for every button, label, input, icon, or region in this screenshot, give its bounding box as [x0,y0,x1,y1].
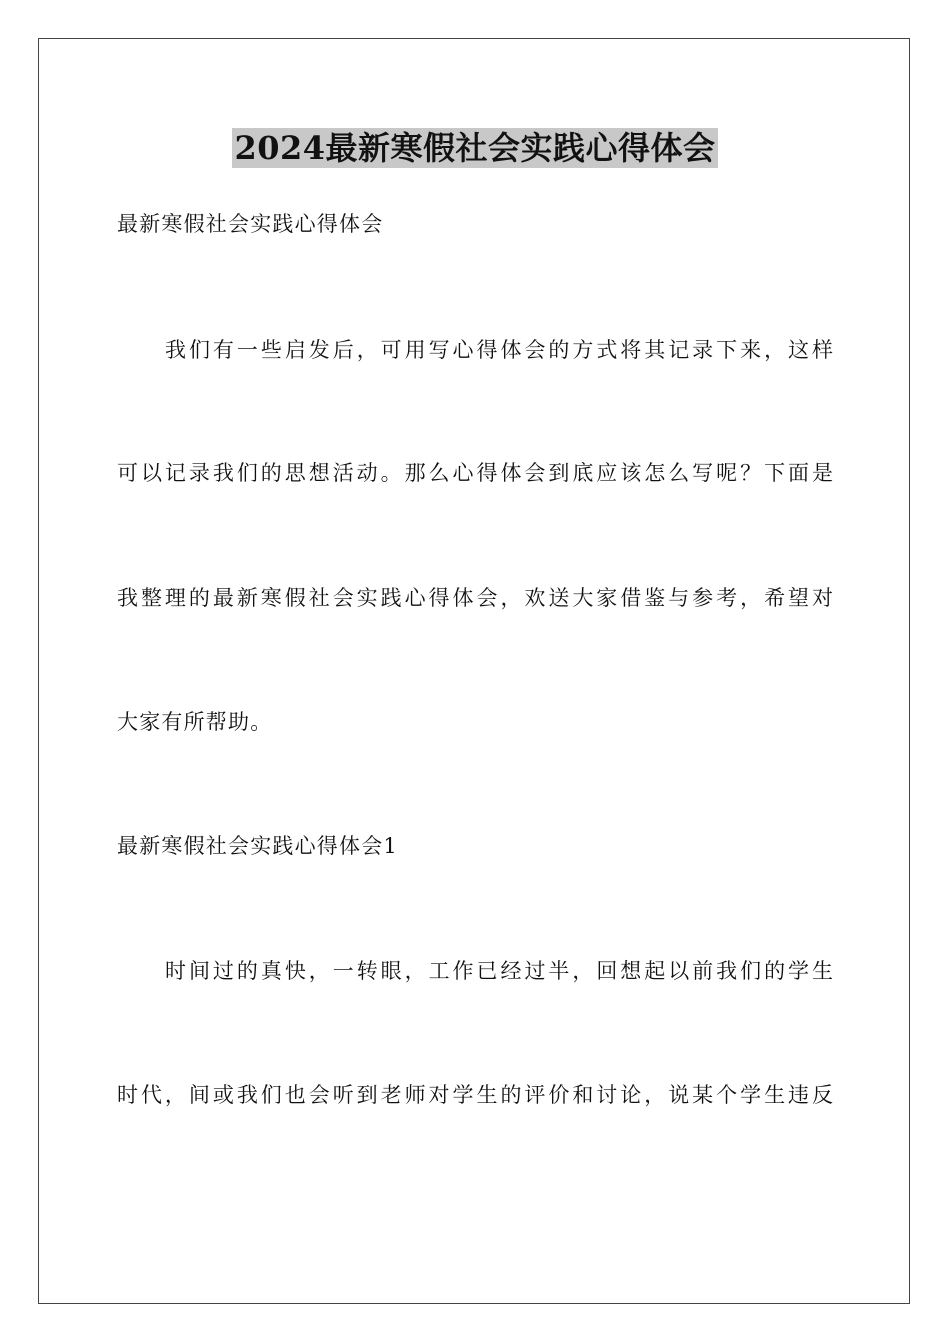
paragraph-line: 大家有所帮助。 [117,710,273,734]
paragraph-line: 我整理的最新寒假社会实践心得体会，欢送大家借鉴与参考，希望对 [117,586,833,610]
section-heading: 最新寒假社会实践心得体会1 [117,834,398,858]
title-container [0,128,950,168]
document-subtitle: 最新寒假社会实践心得体会 [117,212,384,236]
paragraph-line: 时代，间或我们也会听到老师对学生的评价和讨论，说某个学生违反 [117,1083,833,1107]
document-title: 2024最新寒假社会实践心得体会 [234,129,716,167]
paragraph-line: 时间过的真快，一转眼，工作已经过半，回想起以前我们的学生 [165,959,833,983]
paragraph-line: 可以记录我们的思想活动。那么心得体会到底应该怎么写呢？下面是 [117,461,833,485]
paragraph-line: 我们有一些启发后，可用写心得体会的方式将其记录下来，这样 [165,338,833,362]
